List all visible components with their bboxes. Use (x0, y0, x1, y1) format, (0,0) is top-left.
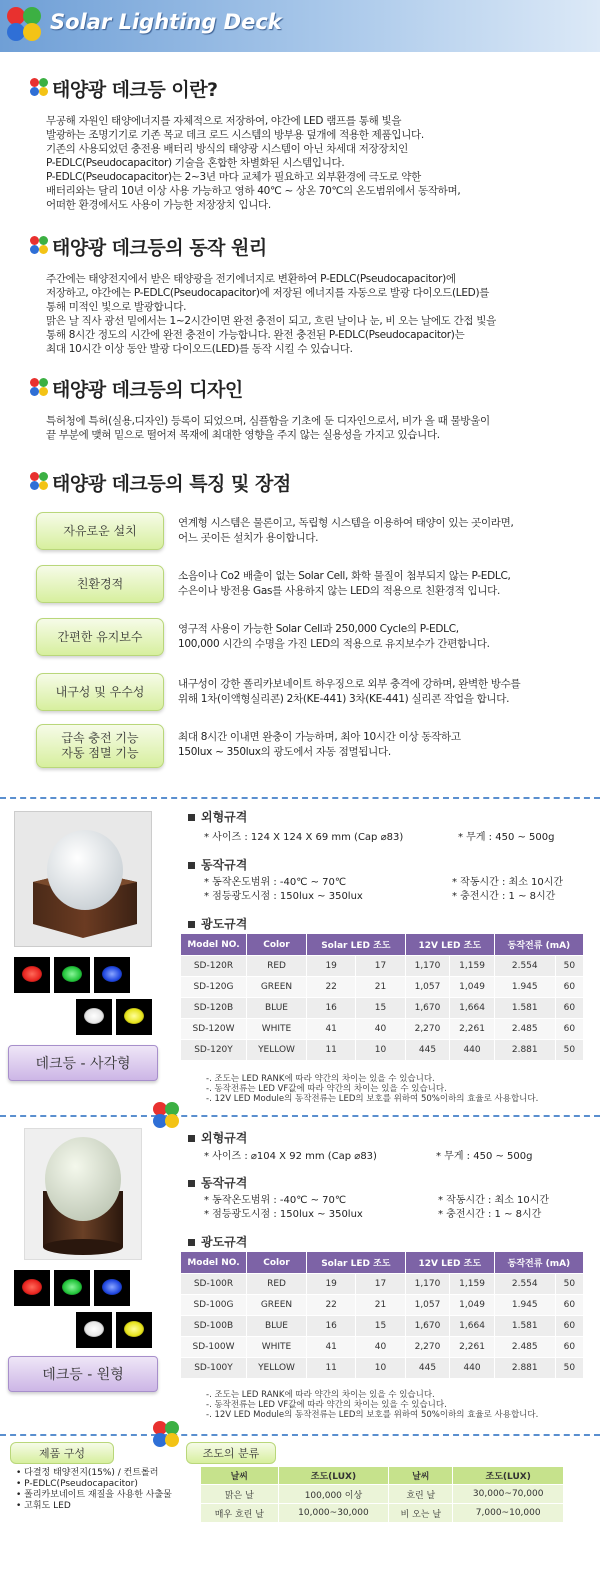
table-cell: 2.554 (494, 956, 555, 977)
table-cell: 10,000~30,000 (278, 1504, 389, 1523)
table-cell: 17 (356, 1274, 405, 1295)
table-cell: GREEN (247, 977, 307, 998)
notes-square (206, 1074, 538, 1104)
led-green-sample (54, 957, 90, 993)
table-cell: 1.581 (494, 1316, 555, 1337)
text-line: 통해 미적인 빛으로 발광합니다. (46, 301, 187, 313)
text-line: 끝 부분에 맺혀 밑으로 떨어져 목재에 최대한 영향을 주지 않는 실용성을 가지고 있습니다. (46, 429, 440, 441)
text-line: 특허청에 특허(실용,디자인) 등록이 되었으며, 심플함을 기초에 둔 디자인으로서, 비가 올 때 물방울이 (46, 415, 490, 427)
spec-size: * 사이즈 : 124 X 124 X 69 mm (Cap ⌀83) (204, 832, 404, 843)
composition-title: 제품 구성 (10, 1442, 114, 1464)
table-cell: 2,270 (405, 1019, 450, 1040)
text-line: P-EDLC(Pseudocapacitor) 기술을 혼합한 차별화된 시스템입니다. (46, 157, 345, 169)
table-cell: 60 (555, 1019, 583, 1040)
round-deck-light-photo (24, 1128, 142, 1260)
composition-list (16, 1468, 172, 1512)
text-line: 150lux ~ 350lux의 광도에서 자동 점멸됩니다. (178, 746, 391, 758)
text-line: 어떠한 환경에서도 사용이 가능한 저장장치 입니다. (46, 199, 271, 211)
table-cell: 100,000 이상 (278, 1485, 389, 1504)
section-divider (0, 1115, 600, 1117)
table-cell: 1,159 (450, 956, 495, 977)
table-cell: 2.485 (494, 1337, 555, 1358)
page-header (0, 0, 600, 52)
text-line: 주간에는 태양전지에서 받은 태양광을 전기에너지로 변환하여 P-EDLC(Pseudocapacitor)에 (46, 273, 456, 285)
table-cell: SD-120Y (181, 1040, 247, 1061)
table-row (181, 998, 584, 1019)
table-row (181, 1295, 584, 1316)
feature-label-line: 자동 점멸 기능 (61, 746, 139, 760)
spec-op-time: * 작동시간 : 최소 10시간 (438, 1195, 550, 1206)
product-name-square: 데크등 - 사각형 (8, 1045, 158, 1081)
table-cell: 30,000~70,000 (453, 1485, 564, 1504)
table-cell: SD-120B (181, 998, 247, 1019)
led-green-sample (54, 1270, 90, 1306)
table-cell: 매우 흐린 날 (201, 1504, 279, 1523)
spec-weight: * 무게 : 450 ~ 500g (458, 832, 555, 843)
list-item: • 고휘도 LED (16, 1501, 71, 1511)
led-blue-sample (94, 1270, 130, 1306)
table-cell: 60 (555, 998, 583, 1019)
table-cell: GREEN (247, 1295, 307, 1316)
table-cell: 흐린 날 (389, 1485, 453, 1504)
table-cell: RED (247, 1274, 307, 1295)
spec-heading-luminance: 광도규격 (188, 915, 247, 932)
table-cell: WHITE (247, 1337, 307, 1358)
column-header: 조도(LUX) (278, 1467, 389, 1485)
table-cell: 1,664 (450, 1316, 495, 1337)
table-cell: 22 (307, 977, 356, 998)
table-cell: BLUE (247, 1316, 307, 1337)
spec-op-temp: * 동작온도범위 : -40℃ ~ 70℃ (204, 877, 347, 888)
intro-paragraph (46, 114, 566, 212)
luminance-table-round (180, 1251, 584, 1379)
text-line: 통해 8시간 정도의 시간에 완전 충전이 가능합니다. 완전 충전된 P-EDLC(Pseudocapacitor)는 (46, 329, 465, 341)
table-cell: 7,000~10,000 (453, 1504, 564, 1523)
text-line: 맑은 날 직사 광선 밑에서는 1~2시간이면 완전 충전이 되고, 흐린 날이나 눈, 비 오는 날에도 간접 빛을 (46, 315, 496, 327)
color-dots-icon (30, 472, 48, 490)
spec-op-charge: * 충전시간 : 1 ~ 8시간 (452, 891, 556, 902)
list-item: • P-EDLC(Pseudocapacitor) (16, 1479, 138, 1489)
table-cell: YELLOW (247, 1358, 307, 1379)
table-cell: 60 (555, 977, 583, 998)
led-blue-sample (94, 957, 130, 993)
list-item: • 폴리카보네이트 재질을 사용한 사출물 (16, 1490, 172, 1500)
column-header: 동작전류 (mA) (494, 934, 583, 956)
feature-text-durability (178, 677, 578, 707)
table-cell: SD-100R (181, 1274, 247, 1295)
table-cell: 2.881 (494, 1358, 555, 1379)
table-cell: 1,670 (405, 998, 450, 1019)
table-cell: 50 (555, 956, 583, 977)
section-divider (0, 797, 600, 799)
column-header: Color (247, 934, 307, 956)
text-line: 연계형 시스템은 물론이고, 독립형 시스템을 이용하여 태양이 있는 곳이라면, (178, 517, 514, 529)
table-cell: SD-120G (181, 977, 247, 998)
table-cell: 2,270 (405, 1337, 450, 1358)
design-paragraph (46, 414, 566, 442)
table-cell: SD-120W (181, 1019, 247, 1040)
table-cell: 맑은 날 (201, 1485, 279, 1504)
table-cell: 17 (356, 956, 405, 977)
table-cell: 440 (450, 1358, 495, 1379)
column-header: Color (247, 1252, 307, 1274)
section-divider (0, 1434, 600, 1436)
table-cell: 2.554 (494, 1274, 555, 1295)
note-line: -. 조도는 LED RANK에 따라 약간의 차이는 있을 수 있습니다. (206, 1074, 435, 1084)
feature-label-installation: 자유로운 설치 (36, 512, 164, 550)
color-dots-icon (30, 378, 48, 396)
table-row (181, 1040, 584, 1061)
table-cell: SD-100B (181, 1316, 247, 1337)
column-header: 12V LED 조도 (405, 1252, 494, 1274)
color-dots-icon (30, 236, 48, 254)
table-cell: RED (247, 956, 307, 977)
feature-label-eco: 친환경적 (36, 565, 164, 603)
led-white-sample (76, 999, 112, 1035)
table-row (181, 956, 584, 977)
text-line: 최대 8시간 이내면 완충이 가능하며, 최아 10시간 이상 동작하고 (178, 731, 461, 743)
section-title-design: 태양광 데크등의 디자인 (52, 379, 243, 401)
table-cell: 비 오는 날 (389, 1504, 453, 1523)
column-header: Solar LED 조도 (307, 934, 406, 956)
table-cell: 1,664 (450, 998, 495, 1019)
led-yellow-sample (116, 999, 152, 1035)
spec-heading-outer: 외형규격 (188, 1129, 247, 1146)
table-cell: 22 (307, 1295, 356, 1316)
page-title: Solar Lighting Deck (50, 10, 282, 34)
spec-size: * 사이즈 : ⌀104 X 92 mm (Cap ⌀83) (204, 1151, 377, 1162)
text-line: 저장하고, 야간에는 P-EDLC(Pseudocapacitor)에 저장된 에너지를 자동으로 발광 다이오드(LED)를 (46, 287, 490, 299)
table-cell: 445 (405, 1358, 450, 1379)
section-title-intro: 태양광 데크등 이란? (52, 79, 218, 101)
table-cell: 1,159 (450, 1274, 495, 1295)
text-line: 위해 1차(이액형실리콘) 2차(KE-441) 3차(KE-441) 실리콘 작업을 합니다. (178, 693, 510, 705)
spec-op-lux: * 점등광도시점 : 150lux ~ 350lux (204, 891, 363, 902)
table-cell: 21 (356, 1295, 405, 1316)
spec-heading-luminance: 광도규격 (188, 1233, 247, 1250)
feature-text-installation (178, 516, 578, 546)
feature-text-charge (178, 730, 578, 760)
principle-paragraph (46, 272, 566, 356)
spec-op-lux: * 점등광도시점 : 150lux ~ 350lux (204, 1209, 363, 1220)
section-title-features: 태양광 데크등의 특징 및 장점 (52, 473, 291, 495)
column-header: 12V LED 조도 (405, 934, 494, 956)
table-cell: 1,670 (405, 1316, 450, 1337)
spec-op-time: * 작동시간 : 최소 10시간 (452, 877, 564, 888)
column-header: Solar LED 조도 (307, 1252, 406, 1274)
table-cell: 2,261 (450, 1337, 495, 1358)
color-dots-icon (30, 78, 48, 96)
section-title-principle: 태양광 데크등의 동작 원리 (52, 237, 267, 259)
column-header: 동작전류 (mA) (494, 1252, 583, 1274)
note-line: -. 12V LED Module의 동작전류는 LED의 보호를 위하여 50%이하의 효율로 사용합니다. (206, 1094, 539, 1104)
table-cell: 60 (555, 1316, 583, 1337)
table-cell: 50 (555, 1358, 583, 1379)
table-cell: 41 (307, 1337, 356, 1358)
text-line: 100,000 시간의 수명을 가진 LED의 적용으로 유지보수가 간편합니다. (178, 638, 490, 650)
notes-round (206, 1390, 538, 1420)
table-cell: BLUE (247, 998, 307, 1019)
feature-label-line: 급속 충전 기능 (61, 731, 139, 745)
table-row (181, 1019, 584, 1040)
spec-weight: * 무게 : 450 ~ 500g (436, 1151, 533, 1162)
text-line: 기존의 사용되었던 충전용 배터리 방식의 태양광 시스템이 아닌 차세대 저장장치인 (46, 143, 408, 155)
table-cell: 10 (356, 1358, 405, 1379)
table-cell: 1,057 (405, 977, 450, 998)
table-cell: SD-120R (181, 956, 247, 977)
feature-text-maintenance (178, 622, 578, 652)
led-red-sample (14, 957, 50, 993)
table-cell: SD-100Y (181, 1358, 247, 1379)
feature-label-durability: 내구성 및 우수성 (36, 673, 164, 711)
column-header: 날씨 (201, 1467, 279, 1485)
color-dots-logo-icon (6, 6, 42, 42)
table-cell: 60 (555, 1295, 583, 1316)
lux-classification-table (200, 1466, 564, 1523)
color-dots-icon (152, 1420, 180, 1448)
table-cell: 50 (555, 1040, 583, 1061)
table-cell: 2.881 (494, 1040, 555, 1061)
table-cell: 60 (555, 1337, 583, 1358)
luminance-table-square (180, 933, 584, 1061)
table-cell: YELLOW (247, 1040, 307, 1061)
text-line: 소음이나 Co2 배출이 없는 Solar Cell, 화학 물질이 첨부되지 않는 P-EDLC, (178, 570, 511, 582)
table-cell: 1.581 (494, 998, 555, 1019)
table-cell: 21 (356, 977, 405, 998)
table-cell: 19 (307, 1274, 356, 1295)
spec-op-temp: * 동작온도범위 : -40℃ ~ 70℃ (204, 1195, 347, 1206)
table-row (201, 1485, 564, 1504)
table-cell: 19 (307, 956, 356, 977)
table-cell: SD-100G (181, 1295, 247, 1316)
table-cell: 50 (555, 1274, 583, 1295)
table-cell: 1.945 (494, 977, 555, 998)
square-deck-light-photo (14, 811, 152, 947)
list-item: • 다결정 태양전지(15%) / 컨트롤러 (16, 1468, 159, 1478)
note-line: -. 동작전류는 LED VF값에 따라 약간의 차이는 있을 수 있습니다. (206, 1400, 447, 1410)
table-row (181, 1274, 584, 1295)
table-cell: 440 (450, 1040, 495, 1061)
product-name-round: 데크등 - 원형 (8, 1356, 158, 1392)
spec-op-charge: * 충전시간 : 1 ~ 8시간 (438, 1209, 542, 1220)
table-cell: 1,057 (405, 1295, 450, 1316)
table-row (201, 1504, 564, 1523)
column-header: 조도(LUX) (453, 1467, 564, 1485)
table-row (181, 977, 584, 998)
table-cell: 16 (307, 1316, 356, 1337)
table-cell: 16 (307, 998, 356, 1019)
column-header: Model NO. (181, 1252, 247, 1274)
spec-heading-operation: 동작규격 (188, 856, 247, 873)
spec-heading-operation: 동작규격 (188, 1174, 247, 1191)
text-line: 내구성이 강한 폴리카보네이트 하우징으로 외부 충격에 강하며, 완벽한 방수를 (178, 678, 521, 690)
text-line: 수은이나 방전용 Gas를 사용하지 않는 LED의 적용으로 친환경적 입니다. (178, 585, 501, 597)
table-cell: 445 (405, 1040, 450, 1061)
column-header: 날씨 (389, 1467, 453, 1485)
table-cell: 41 (307, 1019, 356, 1040)
led-white-sample (76, 1312, 112, 1348)
table-cell: 2.485 (494, 1019, 555, 1040)
table-cell: 15 (356, 998, 405, 1019)
table-cell: 2,261 (450, 1019, 495, 1040)
table-cell: 1,049 (450, 1295, 495, 1316)
spec-heading-outer: 외형규격 (188, 808, 247, 825)
feature-label-maintenance: 간편한 유지보수 (36, 618, 164, 656)
note-line: -. 조도는 LED RANK에 따라 약간의 차이는 있을 수 있습니다. (206, 1390, 435, 1400)
text-line: 무공해 자원인 태양에너지를 자체적으로 저장하여, 야간에 LED 램프를 통해 빛을 (46, 115, 402, 127)
text-line: 영구적 사용이 가능한 Solar Cell과 250,000 Cycle의 P-EDLC, (178, 623, 459, 635)
table-cell: SD-100W (181, 1337, 247, 1358)
text-line: 최대 10시간 이상 동안 발광 다이오드(LED)를 동작 시킬 수 있습니다. (46, 343, 353, 355)
table-cell: 10 (356, 1040, 405, 1061)
note-line: -. 12V LED Module의 동작전류는 LED의 보호를 위하여 50%이하의 효율로 사용합니다. (206, 1410, 539, 1420)
text-line: 배터리와는 달리 10년 이상 사용 가능하고 영하 40℃ ~ 상온 70℃의 온도범위에서 동작하며, (46, 185, 461, 197)
table-cell: 15 (356, 1316, 405, 1337)
text-line: P-EDLC(Pseudocapacitor)는 2~3년 마다 교체가 필요하고 외부환경에 극도로 약한 (46, 171, 421, 183)
table-cell: 40 (356, 1019, 405, 1040)
table-cell: 1.945 (494, 1295, 555, 1316)
led-yellow-sample (116, 1312, 152, 1348)
table-cell: 1,049 (450, 977, 495, 998)
text-line: 발광하는 조명기기로 기존 목교 데크 로드 시스템의 방부용 덮개에 적용한 제품입니다. (46, 129, 424, 141)
table-row (181, 1337, 584, 1358)
feature-text-eco (178, 569, 578, 599)
table-cell: 1,170 (405, 1274, 450, 1295)
table-cell: 11 (307, 1040, 356, 1061)
table-cell: 11 (307, 1358, 356, 1379)
color-dots-icon (152, 1101, 180, 1129)
feature-label-charge (36, 724, 164, 768)
lux-table-title: 조도의 분류 (186, 1442, 276, 1464)
text-line: 어느 곳이든 설치가 용이합니다. (178, 532, 319, 544)
table-row (181, 1358, 584, 1379)
table-cell: 1,170 (405, 956, 450, 977)
table-cell: 40 (356, 1337, 405, 1358)
note-line: -. 동작전류는 LED VF값에 따라 약간의 차이는 있을 수 있습니다. (206, 1084, 447, 1094)
table-cell: WHITE (247, 1019, 307, 1040)
column-header: Model NO. (181, 934, 247, 956)
table-row (181, 1316, 584, 1337)
led-red-sample (14, 1270, 50, 1306)
